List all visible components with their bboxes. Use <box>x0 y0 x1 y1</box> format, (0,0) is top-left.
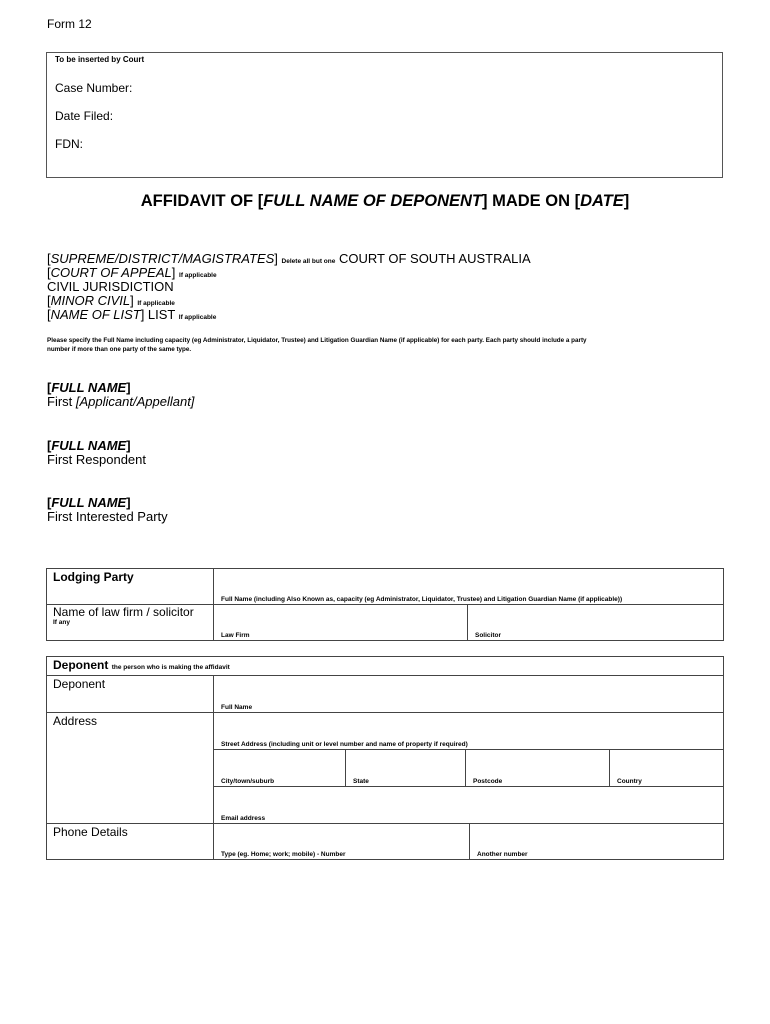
deponent-label: Deponent <box>53 677 106 691</box>
state-field[interactable] <box>346 750 466 787</box>
affidavit-title <box>0 192 770 211</box>
fdn-label: FDN: <box>55 137 83 151</box>
party-1-name: FULL NAME <box>51 380 127 395</box>
street-address-caption: Street Address (including unit or level number and name of property if required) <box>221 741 468 748</box>
party-3-name: FULL NAME <box>51 495 127 510</box>
address-label: Address <box>53 714 98 728</box>
lodging-full-name-caption: Full Name (including Also Known as, capacity (eg Administrator, Liquidator, Trustee) and Litigation Guardian Name (if applicable)) <box>221 596 623 603</box>
deponent-header: Deponent the person who is making the affidavit <box>53 658 230 672</box>
solicitor-caption: Solicitor <box>475 632 502 639</box>
another-number-caption: Another number <box>477 851 528 858</box>
court-line-1-note: Delete all but one <box>281 258 336 265</box>
party-1: [FULL NAME] First [Applicant/Appellant] <box>47 380 195 409</box>
lodging-party-label: Lodging Party <box>53 570 134 584</box>
court-line-2-note: If applicable <box>179 272 217 279</box>
postcode-caption: Postcode <box>473 778 503 785</box>
party-1-role: First <box>47 394 76 409</box>
city-field[interactable] <box>214 750 346 787</box>
form-number: Form 12 <box>47 17 92 31</box>
city-caption: City/town/suburb <box>221 778 275 785</box>
deponent-full-name-caption: Full Name <box>221 704 253 711</box>
postcode-field[interactable] <box>466 750 610 787</box>
court-line-2: [COURT OF APPEAL] If applicable <box>47 265 217 280</box>
country-field[interactable] <box>610 750 724 787</box>
party-2-role: First Respondent <box>47 452 146 467</box>
party-instruction: Please specify the Full Name including capacity (eg Administrator, Liquidator, Trustee) and Litigation Guardian Name (if applicable) for each party. Each party should include a party number if more than one party of the same type. <box>47 337 587 353</box>
email-caption: Email address <box>221 815 266 822</box>
title-date-placeholder: DATE <box>580 192 624 210</box>
deponent-table <box>46 656 724 860</box>
state-caption: State <box>353 778 369 785</box>
law-firm-caption: Law Firm <box>221 632 250 639</box>
court-use-box <box>46 52 723 178</box>
lodging-party-table <box>46 568 724 641</box>
email-field[interactable] <box>214 787 724 824</box>
solicitor-field[interactable] <box>468 605 724 641</box>
street-address-field[interactable] <box>214 713 724 750</box>
court-line-4-note: If applicable <box>137 300 175 307</box>
party-3: [FULL NAME] First Interested Party <box>47 495 168 524</box>
court-line-5-note: If applicable <box>178 314 217 321</box>
date-filed-label: Date Filed: <box>55 109 114 123</box>
law-firm-field[interactable] <box>214 605 468 641</box>
country-caption: Country <box>617 778 642 785</box>
phone-label: Phone Details <box>53 825 128 839</box>
another-number-field[interactable] <box>470 824 724 860</box>
law-firm-note: If any <box>53 619 70 626</box>
court-line-1: [SUPREME/DISTRICT/MAGISTRATES] Delete all but one COURT OF SOUTH AUSTRALIA <box>47 251 531 266</box>
court-line-3: CIVIL JURISDICTION <box>47 279 174 294</box>
title-middle: ] MADE ON [ <box>482 192 581 210</box>
case-number-label: Case Number: <box>55 81 133 95</box>
court-box-header: To be inserted by Court <box>55 55 145 64</box>
deponent-full-name-field[interactable] <box>214 676 724 713</box>
court-line-5: [NAME OF LIST] LIST If applicable <box>47 307 217 322</box>
title-suffix: ] <box>623 192 630 210</box>
party-2: [FULL NAME] First Respondent <box>47 438 146 467</box>
court-line-4: [MINOR CIVIL] If applicable <box>47 293 175 308</box>
phone-field[interactable] <box>214 824 470 860</box>
party-2-name: FULL NAME <box>51 438 127 453</box>
title-prefix: AFFIDAVIT OF [ <box>140 192 264 210</box>
title-deponent-placeholder: FULL NAME OF DEPONENT <box>263 192 482 210</box>
law-firm-label: Name of law firm / solicitor <box>53 605 194 619</box>
lodging-full-name-field[interactable] <box>214 569 724 605</box>
phone-caption: Type (eg. Home; work; mobile) - Number <box>221 851 346 858</box>
party-3-role: First Interested Party <box>47 509 168 524</box>
